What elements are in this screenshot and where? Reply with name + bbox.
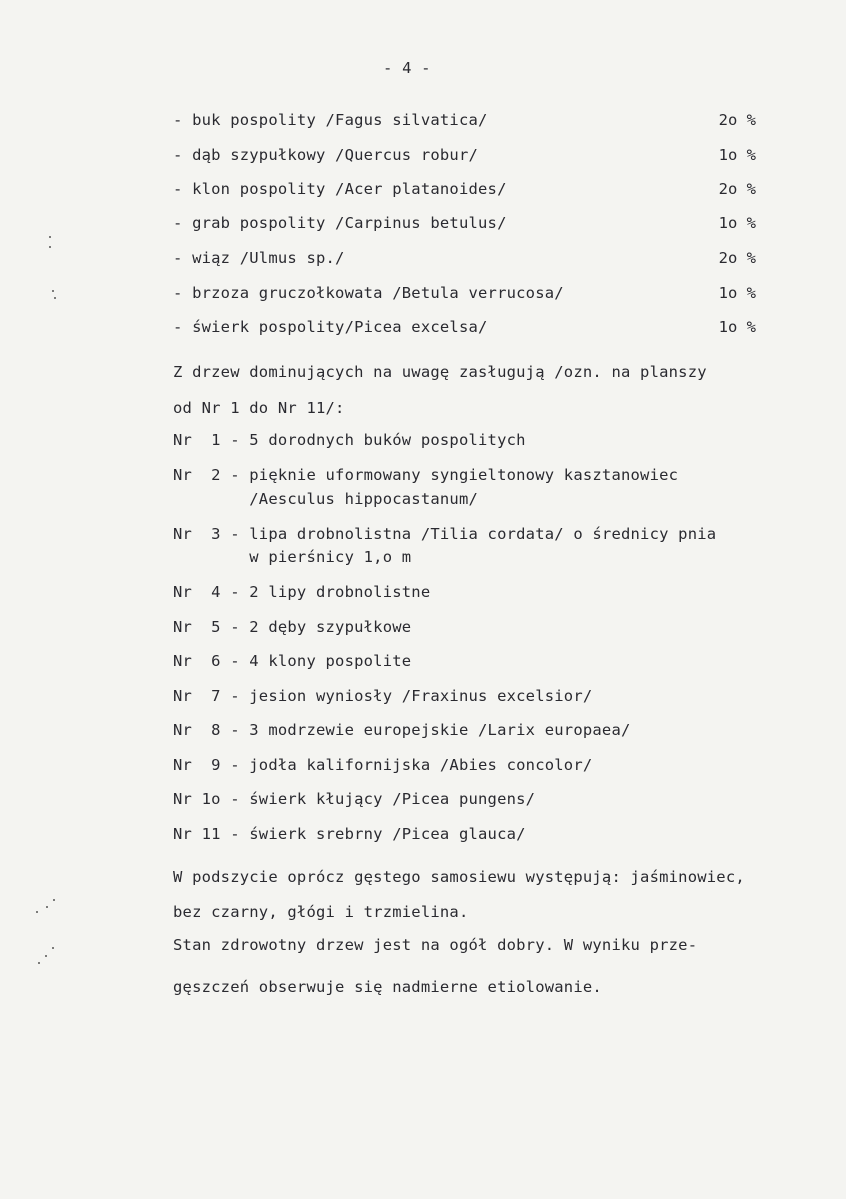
closing-line: bez czarny, głógi i trzmielina. [173,903,469,921]
scan-speck [45,955,47,957]
tree-entry: w pierśnicy 1,o m [173,548,412,566]
species-name: - świerk pospolity/Picea excelsa/ [173,318,488,336]
tree-entry: Nr 11 - świerk srebrny /Picea glauca/ [173,825,526,843]
scan-speck [54,297,56,299]
species-percent: 1o % [718,318,756,336]
species-name: - wiąz /Ulmus sp./ [173,249,345,267]
tree-entry: Nr 7 - jesion wyniosły /Fraxinus excelsior/ [173,687,593,705]
closing-line: gęszczeń obserwuje się nadmierne etiolowanie. [173,978,602,996]
page-number: - 4 - [383,59,431,77]
tree-entry: Nr 8 - 3 modrzewie europejskie /Larix europaea/ [173,721,631,739]
tree-entry: Nr 4 - 2 lipy drobnolistne [173,583,431,601]
scan-speck [49,236,51,238]
species-name: - grab pospolity /Carpinus betulus/ [173,214,507,232]
scan-speck [53,899,55,901]
intro-line: od Nr 1 do Nr 11/: [173,399,345,417]
species-percent: 2o % [718,249,756,267]
species-name: - buk pospolity /Fagus silvatica/ [173,111,488,129]
scan-speck [52,290,54,292]
tree-entry: Nr 1 - 5 dorodnych buków pospolitych [173,431,526,449]
closing-line: W podszycie oprócz gęstego samosiewu występują: jaśminowiec, [173,868,745,886]
tree-entry: Nr 6 - 4 klony pospolite [173,652,412,670]
species-percent: 1o % [718,284,756,302]
closing-line: Stan zdrowotny drzew jest na ogół dobry. W wyniku prze- [173,936,698,954]
species-name: - brzoza gruczołkowata /Betula verrucosa/ [173,284,564,302]
tree-entry: Nr 2 - pięknie uformowany syngieltonowy kasztanowiec [173,466,679,484]
species-percent: 1o % [718,146,756,164]
intro-line: Z drzew dominujących na uwagę zasługują /ozn. na planszy [173,363,707,381]
species-name: - dąb szypułkowy /Quercus robur/ [173,146,479,164]
species-percent: 2o % [718,180,756,198]
tree-entry: Nr 5 - 2 dęby szypułkowe [173,618,412,636]
species-name: - klon pospolity /Acer platanoides/ [173,180,507,198]
species-percent: 2o % [718,111,756,129]
scan-speck [36,911,38,913]
tree-entry: /Aesculus hippocastanum/ [173,490,479,508]
scan-speck [49,246,51,248]
species-percent: 1o % [718,214,756,232]
scan-speck [52,947,54,949]
tree-entry: Nr 3 - lipa drobnolistna /Tilia cordata/ o średnicy pnia [173,525,717,543]
scan-speck [46,906,48,908]
tree-entry: Nr 1o - świerk kłujący /Picea pungens/ [173,790,536,808]
scan-speck [38,962,40,964]
tree-entry: Nr 9 - jodła kalifornijska /Abies concolor/ [173,756,593,774]
